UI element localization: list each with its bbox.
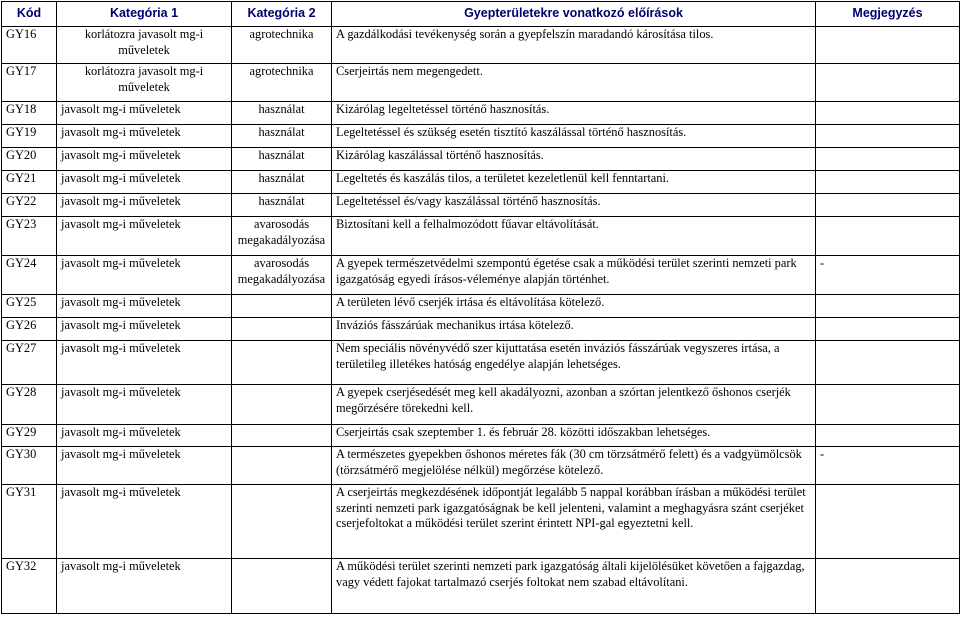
note-cell: -	[816, 256, 960, 295]
table-row	[2, 64, 960, 102]
code-cell: GY26	[2, 318, 57, 341]
code-cell: GY21	[2, 171, 57, 194]
header-note: Megjegyzés	[816, 2, 960, 27]
note-cell	[816, 485, 960, 559]
note-cell	[816, 171, 960, 194]
category-1-cell: javasolt mg-i műveletek	[57, 171, 232, 194]
note-cell	[816, 341, 960, 385]
table-row	[2, 27, 960, 64]
category-1-cell: javasolt mg-i műveletek	[57, 425, 232, 447]
category-1-cell: javasolt mg-i műveletek	[57, 341, 232, 385]
description-cell: Cserjeirtás csak szeptember 1. és február 28. közötti időszakban lehetséges.	[332, 425, 816, 447]
description-cell: Biztosítani kell a felhalmozódott fűavar eltávolítását.	[332, 217, 816, 256]
table-row	[2, 318, 960, 341]
code-cell: GY32	[2, 559, 57, 614]
note-cell	[816, 27, 960, 64]
category-2-cell	[232, 295, 332, 318]
code-cell: GY31	[2, 485, 57, 559]
category-1-cell: javasolt mg-i műveletek	[57, 148, 232, 171]
category-1-cell: javasolt mg-i műveletek	[57, 256, 232, 295]
description-cell: A működési terület szerinti nemzeti park igazgatóság általi kijelölésüket követően a fajgazdag, vagy védett fajokat tartalmazó cserjés foltokat nem szabad eltávolítani.	[332, 559, 816, 614]
description-cell: Kizárólag legeltetéssel történő hasznosítás.	[332, 102, 816, 125]
code-cell: GY18	[2, 102, 57, 125]
table-row	[2, 447, 960, 485]
category-1-cell: javasolt mg-i műveletek	[57, 385, 232, 425]
category-1-cell: javasolt mg-i műveletek	[57, 217, 232, 256]
note-cell	[816, 318, 960, 341]
category-2-cell	[232, 385, 332, 425]
note-cell	[816, 295, 960, 318]
category-2-cell	[232, 341, 332, 385]
note-cell	[816, 425, 960, 447]
category-1-cell: javasolt mg-i műveletek	[57, 125, 232, 148]
description-cell: Kizárólag kaszálással történő hasznosítás.	[332, 148, 816, 171]
category-2-cell: agrotechnika	[232, 27, 332, 64]
category-2-cell: avarosodás megakadályozása	[232, 217, 332, 256]
description-cell: Inváziós fásszárúak mechanikus irtása kötelező.	[332, 318, 816, 341]
table-row	[2, 102, 960, 125]
table-row	[2, 148, 960, 171]
header-code: Kód	[2, 2, 57, 27]
category-2-cell: használat	[232, 194, 332, 217]
description-cell: A természetes gyepekben őshonos méretes fák (30 cm törzsátmérő felett) és a vadgyümölcsök (törzsátmérő megjelölése nélkül) megőrzése kötelező.	[332, 447, 816, 485]
category-1-cell: javasolt mg-i műveletek	[57, 318, 232, 341]
note-cell	[816, 148, 960, 171]
category-2-cell: használat	[232, 171, 332, 194]
category-1-cell: korlátozra javasolt mg-i műveletek	[57, 27, 232, 64]
category-2-cell: használat	[232, 125, 332, 148]
category-1-cell: javasolt mg-i műveletek	[57, 559, 232, 614]
category-1-cell: javasolt mg-i műveletek	[57, 194, 232, 217]
category-1-cell: javasolt mg-i műveletek	[57, 295, 232, 318]
note-cell	[816, 102, 960, 125]
code-cell: GY16	[2, 27, 57, 64]
code-cell: GY24	[2, 256, 57, 295]
code-cell: GY17	[2, 64, 57, 102]
category-1-cell: javasolt mg-i műveletek	[57, 102, 232, 125]
code-cell: GY19	[2, 125, 57, 148]
table-row	[2, 425, 960, 447]
code-cell: GY29	[2, 425, 57, 447]
code-cell: GY30	[2, 447, 57, 485]
header-row	[2, 2, 960, 27]
table-row	[2, 341, 960, 385]
description-cell: Legeltetés és kaszálás tilos, a területet kezeletlenül kell fenntartani.	[332, 171, 816, 194]
description-cell: A gyepek cserjésedését meg kell akadályozni, azonban a szórtan jelentkező őshonos cserjék megőrzésére törekedni kell.	[332, 385, 816, 425]
category-2-cell	[232, 318, 332, 341]
table-row	[2, 559, 960, 614]
table-row	[2, 295, 960, 318]
header-description: Gyepterületekre vonatkozó előírások	[332, 2, 816, 27]
category-1-cell: javasolt mg-i műveletek	[57, 447, 232, 485]
table-row	[2, 385, 960, 425]
description-cell: Legeltetéssel és szükség esetén tisztító kaszálással történő hasznosítás.	[332, 125, 816, 148]
category-1-cell: javasolt mg-i műveletek	[57, 485, 232, 559]
note-cell	[816, 385, 960, 425]
table-row	[2, 171, 960, 194]
header-category-2: Kategória 2	[232, 2, 332, 27]
code-cell: GY22	[2, 194, 57, 217]
note-cell	[816, 217, 960, 256]
category-2-cell	[232, 447, 332, 485]
category-2-cell	[232, 485, 332, 559]
table-row	[2, 217, 960, 256]
category-2-cell: használat	[232, 148, 332, 171]
description-cell: A területen lévő cserjék irtása és eltávolítása kötelező.	[332, 295, 816, 318]
description-cell: A gyepek természetvédelmi szempontú égetése csak a működési terület szerinti nemzeti park igazgatóság egyedi írásos-véleménye alapján történhet.	[332, 256, 816, 295]
description-cell: A gazdálkodási tevékenység során a gyepfelszín maradandó károsítása tilos.	[332, 27, 816, 64]
description-cell: Nem speciális növényvédő szer kijuttatása esetén inváziós fásszárúak vegyszeres irtása, a területileg illetékes hatóság engedélye alapján lehetséges.	[332, 341, 816, 385]
code-cell: GY25	[2, 295, 57, 318]
category-2-cell: agrotechnika	[232, 64, 332, 102]
table-row	[2, 125, 960, 148]
description-cell: Legeltetéssel és/vagy kaszálással történő hasznosítás.	[332, 194, 816, 217]
table-row	[2, 485, 960, 559]
category-1-cell: korlátozra javasolt mg-i műveletek	[57, 64, 232, 102]
regulations-table	[1, 1, 960, 614]
note-cell	[816, 194, 960, 217]
note-cell: -	[816, 447, 960, 485]
description-cell: Cserjeirtás nem megengedett.	[332, 64, 816, 102]
category-2-cell	[232, 425, 332, 447]
code-cell: GY20	[2, 148, 57, 171]
description-cell: A cserjeirtás megkezdésének időpontját legalább 5 nappal korábban írásban a működési terület szerinti nemzeti park igazgatóságnak be kell jelenteni, valamint a meghagyásra szánt cserjéket cserjefoltokat a működési terület szerint érintett NPI-gal egyeztetni kell.	[332, 485, 816, 559]
header-category-1: Kategória 1	[57, 2, 232, 27]
category-2-cell: avarosodás megakadályozása	[232, 256, 332, 295]
note-cell	[816, 559, 960, 614]
note-cell	[816, 64, 960, 102]
category-2-cell	[232, 559, 332, 614]
table-row	[2, 194, 960, 217]
code-cell: GY28	[2, 385, 57, 425]
note-cell	[816, 125, 960, 148]
table-row	[2, 256, 960, 295]
code-cell: GY27	[2, 341, 57, 385]
code-cell: GY23	[2, 217, 57, 256]
category-2-cell: használat	[232, 102, 332, 125]
